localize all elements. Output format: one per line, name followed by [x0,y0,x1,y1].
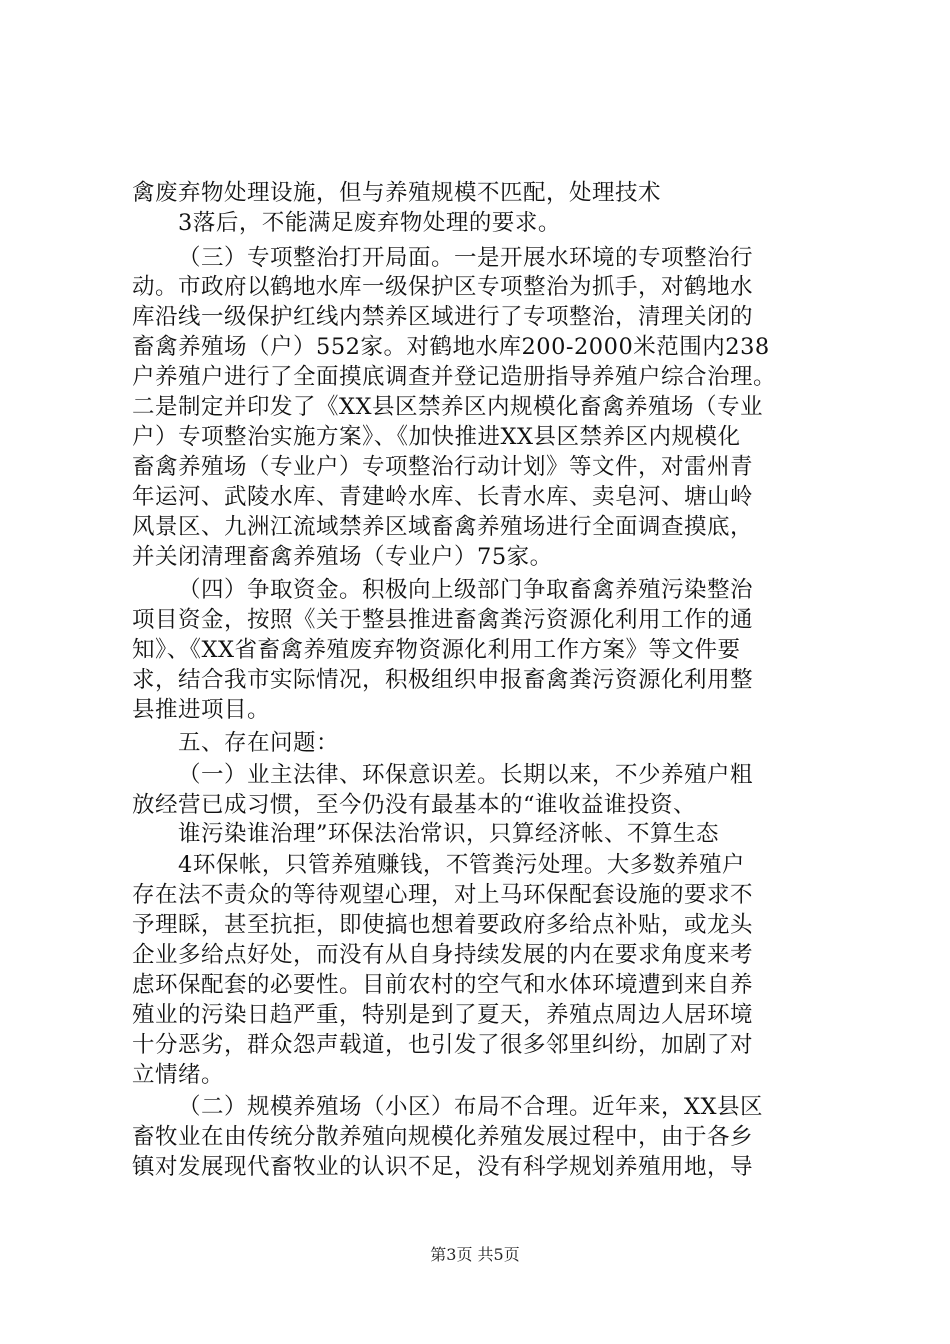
text-line: 殖业的污染日趋严重，特别是到了夏天，养殖点周边人居环境 [132,1002,754,1028]
text-line: 项目资金，按照《关于整县推进畜禽粪污资源化利用工作的通 [132,607,754,633]
text-line: 求，结合我市实际情况，积极组织申报畜禽粪污资源化利用整 [132,667,754,693]
text-line: （四）争取资金。积极向上级部门争取畜禽养殖污染整治 [178,577,754,603]
text-line: 风景区、九洲江流域禁养区域畜禽养殖场进行全面调查摸底， [132,514,754,540]
text-line: 户养殖户进行了全面摸底调查并登记造册指导养殖户综合治理。 [132,364,777,390]
text-line: （二）规模养殖场（小区）布局不合理。近年来，XX县区 [178,1094,764,1120]
text-line: （一）业主法律、环保意识差。长期以来，不少养殖户粗 [178,762,754,788]
text-line: 畜禽养殖场（专业户）专项整治行动计划》等文件，对雷州青 [132,454,754,480]
text-line: 畜禽养殖场（户）552家。对鹤地水库200-2000米范围内238 [132,334,770,360]
text-line: 企业多给点好处，而没有从自身持续发展的内在要求角度来考 [132,942,754,968]
text-line: 立情绪。 [132,1062,225,1088]
text-line: 户）专项整治实施方案》、《加快推进XX县区禁养区内规模化 [132,424,741,450]
text-line: 3落后，不能满足废弃物处理的要求。 [178,210,561,236]
text-line: 库沿线一级保护红线内禁养区域进行了专项整治，清理关闭的 [132,304,754,330]
text-line: 畜牧业在由传统分散养殖向规模化养殖发展过程中，由于各乡 [132,1124,754,1150]
text-line: 镇对发展现代畜牧业的认识不足，没有科学规划养殖用地，导 [132,1154,754,1180]
text-line: 放经营已成习惯，至今仍没有最基本的“谁收益谁投资、 [132,792,697,818]
page-number: 第3页 共5页 [430,1245,520,1264]
text-line: 年运河、武陵水库、青建岭水库、长青水库、卖皂河、塘山岭 [132,484,754,510]
text-line: 并关闭清理畜禽养殖场（专业户）75家。 [132,544,553,570]
text-line: 禽废弃物处理设施，但与养殖规模不匹配，处理技术 [132,180,662,206]
text-line: 谁污染谁治理”环保法治常识，只算经济帐、不算生态 [178,821,720,847]
text-line: 存在法不责众的等待观望心理，对上马环保配套设施的要求不 [132,882,754,908]
text-line: 4环保帐，只管养殖赚钱，不管粪污处理。大多数养殖户 [178,852,745,878]
text-line: 动。市政府以鹤地水库一级保护区专项整治为抓手，对鹤地水 [132,274,754,300]
text-line: 县推进项目。 [132,697,271,723]
section-heading: 五、存在问题： [178,730,340,756]
text-line: 虑环保配套的必要性。目前农村的空气和水体环境遭到来自养 [132,972,754,998]
text-line: （三）专项整治打开局面。一是开展水环境的专项整治行 [178,245,754,271]
text-line: 十分恶劣，群众怨声载道，也引发了很多邻里纠纷，加剧了对 [132,1032,754,1058]
text-line: 知》、《XX省畜禽养殖废弃物资源化利用工作方案》等文件要 [132,637,741,663]
text-line: 予理睬，甚至抗拒，即使搞也想着要政府多给点补贴，或龙头 [132,912,754,938]
text-line: 二是制定并印发了《XX县区禁养区内规模化畜禽养殖场（专业 [132,394,764,420]
